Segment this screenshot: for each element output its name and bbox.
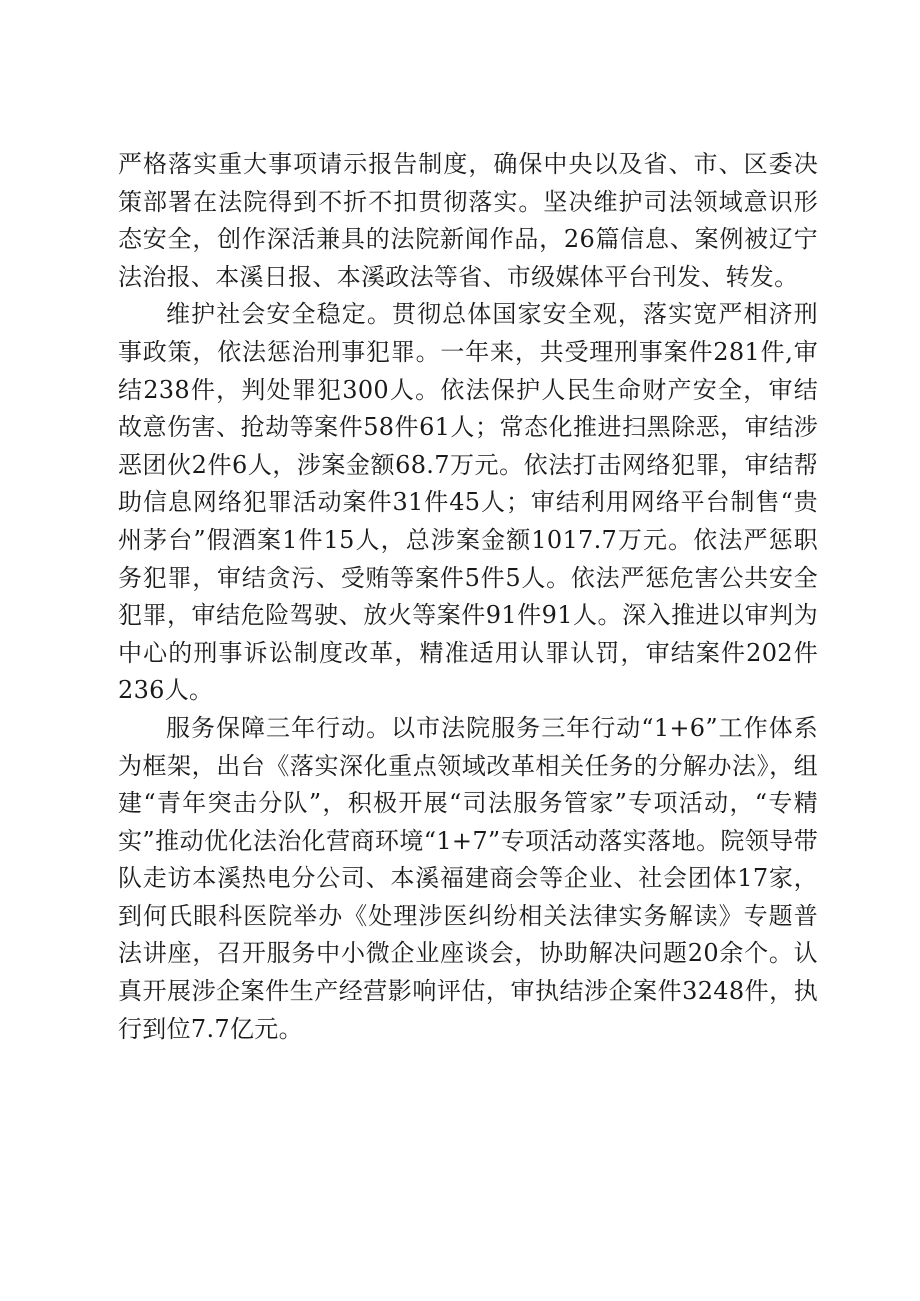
- paragraph-three-year-action: 服务保障三年行动。以市法院服务三年行动“1+6”工作体系为框架，出台《落实深化重点领域改革相关任务的分解办法》，组建“青年突击分队”，积极开展“司法服务管家”专项活动，“专精实”推动优化法治化营商环境“1+7”专项活动落实落地。院领导带队走访本溪热电分公司、本溪福建商会等企业、社会团体17家，到何氏眼科医院举办《处理涉医纠纷相关法律实务解读》专题普法讲座，召开服务中小微企业座谈会，协助解决问题20余个。认真开展涉企案件生产经营影响评估，审执结涉企案件3248件，执行到位7.7亿元。: [118, 713, 818, 1043]
- paragraph-directives: 严格落实重大事项请示报告制度，确保中央以及省、市、区委决策部署在法院得到不折不扣贯彻落实。坚决维护司法领域意识形态安全，创作深活兼具的法院新闻作品，26篇信息、案例被辽宁法治报、本溪日报、本溪政法等省、市级媒体平台刊发、转发。: [118, 150, 818, 291]
- document-body: [118, 146, 818, 1048]
- paragraph-social-stability: 维护社会安全稳定。贯彻总体国家安全观，落实宽严相济刑事政策，依法惩治刑事犯罪。一年来，共受理刑事案件281件,审结238件，判处罪犯300人。依法保护人民生命财产安全，审结故意伤害、抢劫等案件58件61人；常态化推进扫黑除恶，审结涉恶团伙2件6人，涉案金额68.7万元。依法打击网络犯罪，审结帮助信息网络犯罪活动案件31件45人；审结利用网络平台制售“贵州茅台”假酒案1件15人，总涉案金额1017.7万元。依法严惩职务犯罪，审结贪污、受贿等案件5件5人。依法严惩危害公共安全犯罪，审结危险驾驶、放火等案件91件91人。深入推进以审判为中心的刑事诉讼制度改革，精准适用认罪认罚，审结案件202件236人。: [118, 300, 818, 705]
